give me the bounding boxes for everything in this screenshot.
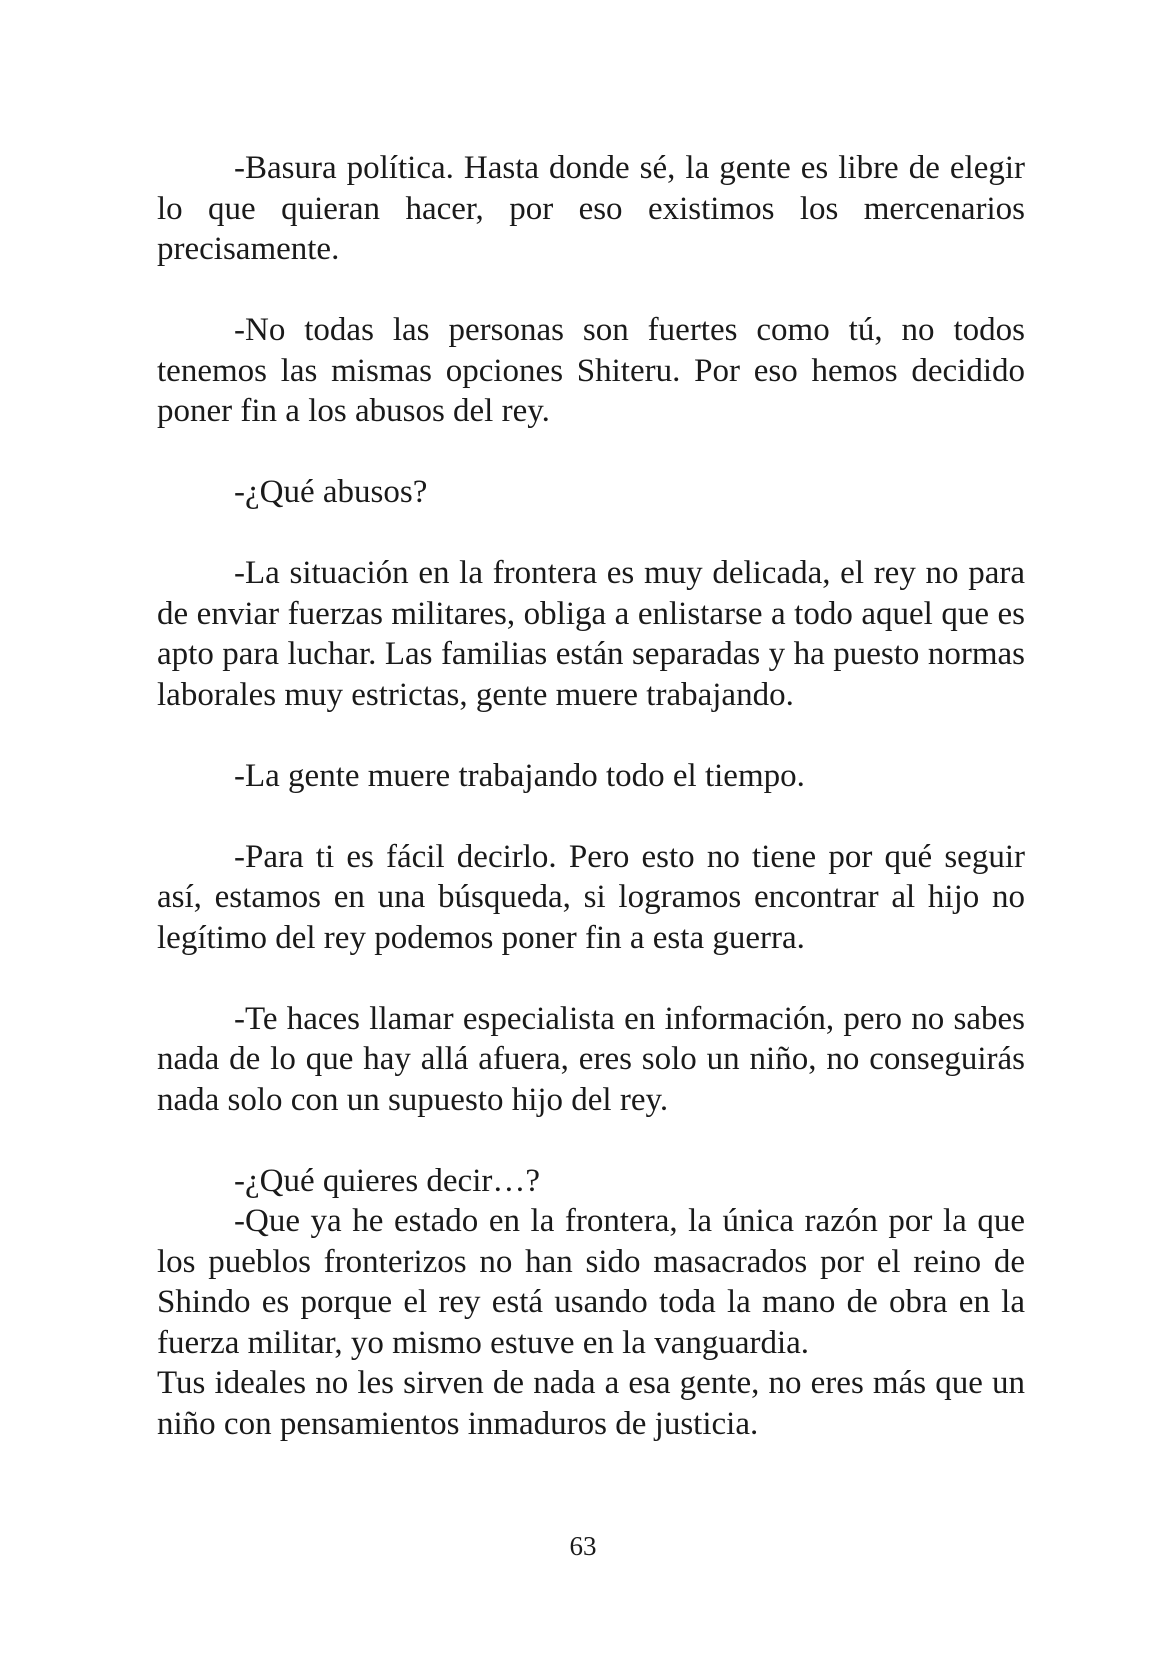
paragraph-3: -¿Qué abusos? [234,474,428,510]
paragraph-2: -No todas las personas son fuertes como tú, no todos tenemos las mismas opciones Shiteru. Por eso hemos decidido poner fin a los abusos del rey. [157,312,1025,429]
paragraph-1: -Basura política. Hasta donde sé, la gente es libre de elegir lo que quieran hacer, por eso existimos los mercenarios precisamente. [157,150,1025,267]
paragraph-8: -¿Qué quieres decir…? [234,1162,541,1199]
paragraph-4: -La situación en la frontera es muy delicada, el rey no para de enviar fuerzas militares, obliga a enlistarse a todo aquel que es apto para luchar. Las familias están separadas y ha puesto normas laborales muy estrictas, gente muere trabajando. [157,555,1025,713]
paragraph-10: Tus ideales no les sirven de nada a esa gente, no eres más que un niño con pensamientos inmaduros de justicia. [157,1365,1025,1442]
page-number: 63 [569,1531,597,1561]
body-text [157,148,1025,1444]
paragraph-5: -La gente muere trabajando todo el tiempo. [234,757,805,794]
paragraph-9: -Que ya he estado en la frontera, la única razón por la que los pueblos fronterizos no han sido masacrados por el reino de Shindo es porque el rey está usando toda la mano de obra en la fuerza militar, yo mismo estuve en la vanguardia. [157,1203,1025,1361]
paragraph-7: -Te haces llamar especialista en información, pero no sabes nada de lo que hay allá afuera, eres solo un niño, no conseguirás nada solo con un supuesto hijo del rey. [157,1000,1025,1118]
paragraph-6: -Para ti es fácil decirlo. Pero esto no tiene por qué seguir así, estamos en una búsqueda, si logramos encontrar al hijo no legítimo del rey podemos poner fin a esta guerra. [157,838,1025,956]
